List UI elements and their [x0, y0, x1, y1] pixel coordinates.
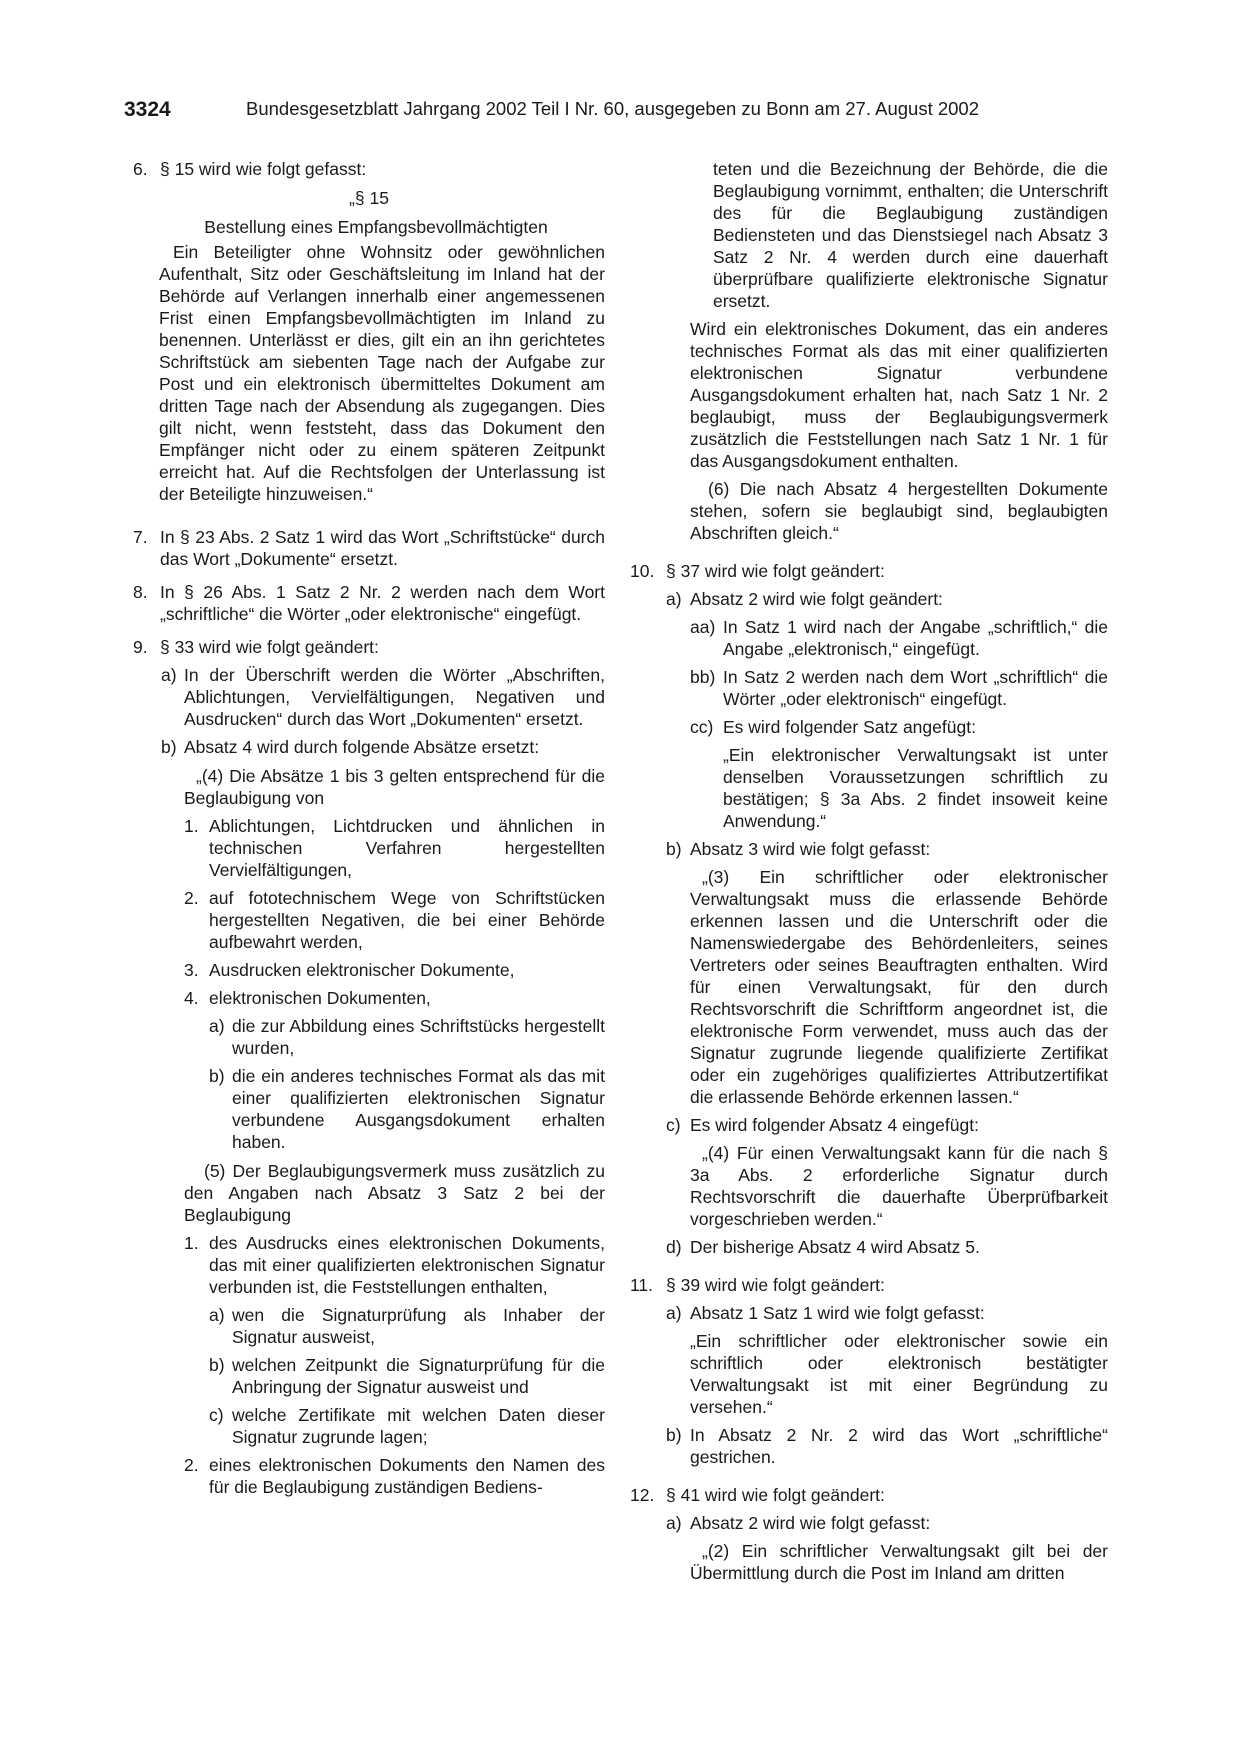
item-label: 8. — [133, 582, 148, 602]
quote: „(3) Ein schriftlicher oder elektronischer Verwaltungsakt muss die erlassende Behörde erkennen lassen und die Unterschrift oder die Namenswiedergabe des Behördenleiters, seines Vertreters oder seines Beauftragten enthalten. Wird für einen Verwaltungsakt, für den durch Rechtsvorschrift die Schriftform angeordnet ist, die elektronische Form verwendet, muss auch das der Signatur zugrunde liegende qualifizierte Zertifikat oder ein zugehöriges qualifiziertes Attributzertifikat die erlassende Behörde erkennen lassen.“ — [690, 867, 1108, 1107]
item-text: Es wird folgender Satz angefügt: — [723, 717, 976, 737]
item-label: d) — [666, 1237, 682, 1257]
item-text: Der bisherige Absatz 4 wird Absatz 5. — [690, 1237, 980, 1257]
item-label: b) — [666, 1425, 682, 1445]
item-label: b) — [209, 1355, 225, 1375]
left-column — [133, 158, 605, 1498]
right-column — [630, 158, 1108, 1584]
item-label: 12. — [630, 1485, 655, 1505]
item-label: 1. — [184, 816, 199, 836]
quote: „(2) Ein schriftlicher Verwaltungsakt gilt bei der Übermittlung durch die Post im Inland am dritten — [690, 1541, 1108, 1583]
paragraph: (5) Der Beglaubigungsvermerk muss zusätzlich zu den Angaben nach Absatz 3 Satz 2 bei der Beglaubigung — [184, 1161, 605, 1225]
list-item — [209, 1304, 605, 1348]
paragraph: teten und die Bezeichnung der Behörde, die die Beglaubigung vornimmt, enthalten; die Unterschrift des für die Beglaubigung zuständigen Bediensteten und das Dienstsiegel nach Absatz 3 Satz 2 Nr. 4 werden durch eine dauerhaft überprüfbare qualifizierte elektronische Signatur ersetzt. — [713, 159, 1108, 311]
list-item — [184, 959, 605, 981]
list-item — [666, 1302, 1108, 1324]
item-label: a) — [666, 589, 682, 609]
item-label: 2. — [184, 888, 199, 908]
list-item — [133, 158, 605, 180]
list-item — [209, 1065, 605, 1153]
item-label: 9. — [133, 637, 148, 657]
item-label: c) — [666, 1115, 681, 1135]
item-text: wen die Signaturprüfung als Inhaber der Signatur ausweist, — [232, 1305, 605, 1347]
item-text: welche Zertifikate mit welchen Daten dieser Signatur zugrunde lagen; — [232, 1405, 605, 1447]
item-label: a) — [209, 1016, 225, 1036]
item-label: bb) — [690, 667, 716, 687]
item-text: In § 26 Abs. 1 Satz 2 Nr. 2 werden nach dem Wort „schriftliche“ die Wörter „oder elektronische“ eingefügt. — [160, 582, 605, 624]
item-label: 4. — [184, 988, 199, 1008]
list-item — [184, 1232, 605, 1298]
list-item — [184, 815, 605, 881]
item-label: a) — [666, 1513, 682, 1533]
page-number: 3324 — [124, 98, 171, 121]
item-text: eines elektronischen Dokuments den Namen des für die Beglaubigung zuständigen Bediens- — [209, 1455, 605, 1497]
list-item — [690, 616, 1108, 660]
list-item — [133, 581, 605, 625]
item-text: welchen Zeitpunkt die Signaturprüfung für die Anbringung der Signatur ausweist und — [232, 1355, 605, 1397]
item-label: 10. — [630, 561, 655, 581]
item-label: 11. — [630, 1275, 654, 1295]
section-body: Ein Beteiligter ohne Wohnsitz oder gewöhnlichen Aufenthalt, Sitz oder Geschäftsleitung im Inland hat der Behörde auf Verlangen innerhalb einer angemessenen Frist einen Empfangsbevollmächtigten im Inland zu benennen. Unterlässt er dies, gilt ein an ihn gerichtetes Schriftstück am siebenten Tage nach der Aufgabe zur Post und ein elektronisch übermitteltes Dokument am dritten Tage nach der Absendung als zugegangen. Dies gilt nicht, wenn feststeht, dass das Dokument den Empfänger nicht oder zu einem späteren Zeitpunkt erreicht hat. Auf die Rechtsfolgen der Unterlassung ist der Beteiligte hinzuweisen.“ — [159, 242, 605, 504]
list-item — [666, 588, 1108, 610]
item-label: a) — [209, 1305, 225, 1325]
list-item — [133, 636, 605, 658]
item-text: § 33 wird wie folgt geändert: — [160, 637, 379, 657]
list-item — [133, 526, 605, 570]
item-label: 1. — [184, 1233, 199, 1253]
paragraph: (6) Die nach Absatz 4 hergestellten Dokumente stehen, sofern sie beglaubigt sind, beglaubigten Abschriften gleich.“ — [690, 479, 1108, 543]
list-item — [666, 1512, 1108, 1534]
list-item — [690, 666, 1108, 710]
item-text: § 15 wird wie folgt gefasst: — [160, 159, 367, 179]
list-item — [630, 1274, 1108, 1296]
quote: „Ein elektronischer Verwaltungsakt ist unter denselben Voraussetzungen schriftlich zu bestätigen; § 3a Abs. 2 findet insoweit keine Anwendung.“ — [723, 745, 1108, 831]
item-label: 3. — [184, 960, 199, 980]
section-title: Bestellung eines Empfangsbevollmächtigten — [204, 217, 548, 237]
item-text: Absatz 1 Satz 1 wird wie folgt gefasst: — [690, 1303, 985, 1323]
quote: „(4) Für einen Verwaltungsakt kann für die nach § 3a Abs. 2 erforderliche Signatur durch Rechtsvorschrift die dauerhafte Überprüfbarkeit vorgeschrieben werden.“ — [690, 1143, 1108, 1229]
paragraph: „(4) Die Absätze 1 bis 3 gelten entsprechend für die Beglaubigung von — [184, 766, 605, 808]
list-item — [666, 1236, 1108, 1258]
item-text: des Ausdrucks eines elektronischen Dokuments, das mit einer qualifizierten elektronischen Signatur verbunden ist, die Feststellungen enthalten, — [209, 1233, 605, 1297]
list-item — [630, 560, 1108, 582]
running-head: Bundesgesetzblatt Jahrgang 2002 Teil I Nr. 60, ausgegeben zu Bonn am 27. August 2002 — [246, 98, 979, 119]
quote: „Ein schriftlicher oder elektronischer sowie ein schriftlich oder elektronisch bestätigter Verwaltungsakt ist mit einer Begründung zu versehen.“ — [690, 1331, 1108, 1417]
item-text: In Satz 2 werden nach dem Wort „schriftlich“ die Wörter „oder elektronisch“ eingefügt. — [723, 667, 1108, 709]
item-text: § 37 wird wie folgt geändert: — [666, 561, 885, 581]
item-text: elektronischen Dokumenten, — [209, 988, 431, 1008]
item-label: a) — [666, 1303, 682, 1323]
list-item — [184, 887, 605, 953]
item-text: In § 23 Abs. 2 Satz 1 wird das Wort „Schriftstücke“ durch das Wort „Dokumente“ ersetzt. — [160, 527, 605, 569]
item-text: Absatz 3 wird wie folgt gefasst: — [690, 839, 931, 859]
section-heading: „§ 15 — [349, 188, 389, 208]
list-item — [666, 1424, 1108, 1468]
item-text: In der Überschrift werden die Wörter „Abschriften, Ablichtungen, Vervielfältigungen, Negativen und Ausdrucken“ durch das Wort „Dokumenten“ ersetzt. — [184, 665, 605, 729]
list-item — [209, 1404, 605, 1448]
item-text: die ein anderes technisches Format als das mit einer qualifizierten elektronischen Signatur verbundene Ausgangsdokument erhalten haben. — [232, 1066, 605, 1152]
list-item — [666, 1114, 1108, 1136]
item-label: aa) — [690, 617, 716, 637]
item-label: b) — [666, 839, 682, 859]
item-text: Es wird folgender Absatz 4 eingefügt: — [690, 1115, 979, 1135]
list-item — [209, 1015, 605, 1059]
item-label: c) — [209, 1405, 224, 1425]
item-label: b) — [161, 737, 177, 757]
item-text: In Satz 1 wird nach der Angabe „schriftlich,“ die Angabe „elektronisch,“ eingefügt. — [723, 617, 1108, 659]
item-text: In Absatz 2 Nr. 2 wird das Wort „schriftliche“ gestrichen. — [690, 1425, 1108, 1467]
page-header — [124, 98, 1116, 128]
item-text: Ausdrucken elektronischer Dokumente, — [209, 960, 515, 980]
item-text: auf fototechnischem Wege von Schriftstücken hergestellten Negativen, die bei einer Behörde aufbewahrt werden, — [209, 888, 605, 952]
list-item — [690, 716, 1108, 738]
item-label: 2. — [184, 1455, 199, 1475]
item-label: 7. — [133, 527, 148, 547]
list-item — [209, 1354, 605, 1398]
item-label: 6. — [133, 159, 148, 179]
item-text: § 41 wird wie folgt geändert: — [666, 1485, 885, 1505]
item-label: b) — [209, 1066, 225, 1086]
item-text: Ablichtungen, Lichtdrucken und ähnlichen in technischen Verfahren hergestellten Vervielfältigungen, — [209, 816, 605, 880]
paragraph: Wird ein elektronisches Dokument, das ein anderes technisches Format als das mit einer qualifizierten elektronischen Signatur verbundene Ausgangsdokument erhalten hat, nach Satz 1 Nr. 2 beglaubigt, muss der Beglaubigungsvermerk zusätzlich die Feststellungen nach Satz 1 Nr. 1 für das Ausgangsdokument enthalten. — [690, 319, 1108, 471]
list-item — [184, 987, 605, 1009]
item-text: § 39 wird wie folgt geändert: — [666, 1275, 885, 1295]
item-text: die zur Abbildung eines Schriftstücks hergestellt wurden, — [232, 1016, 605, 1058]
item-text: Absatz 2 wird wie folgt geändert: — [690, 589, 943, 609]
list-item — [666, 838, 1108, 860]
item-text: Absatz 2 wird wie folgt gefasst: — [690, 1513, 931, 1533]
list-item — [161, 736, 605, 758]
item-label: cc) — [690, 717, 714, 737]
item-label: a) — [161, 665, 177, 685]
list-item — [184, 1454, 605, 1498]
list-item — [630, 1484, 1108, 1506]
item-text: Absatz 4 wird durch folgende Absätze ersetzt: — [184, 737, 540, 757]
list-item — [161, 664, 605, 730]
